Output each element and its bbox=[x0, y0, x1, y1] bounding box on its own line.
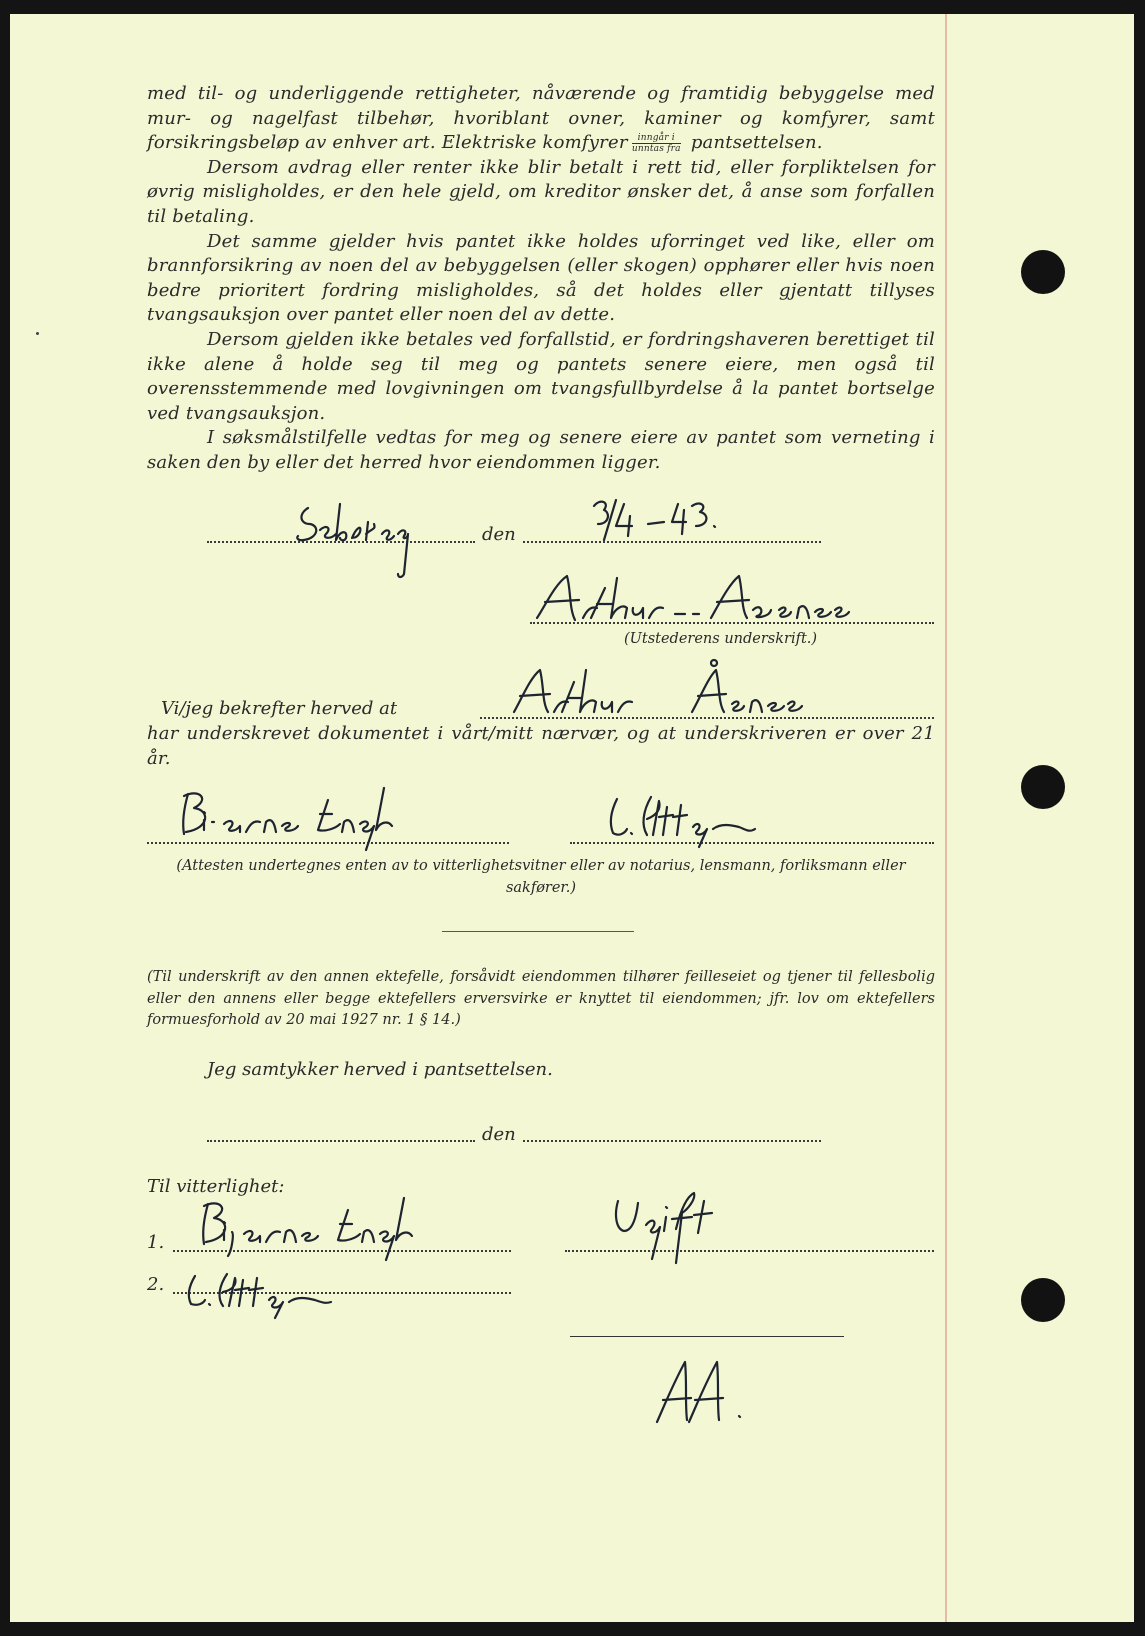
terms-text bbox=[147, 82, 935, 476]
spouse-note: (Til underskrift av den annen ektefelle, forsåvidt eiendommen tilhører feilleseiet og tjener til fellesbolig eller den annens eller begge ektefellers erversvirke er knyttet til eiendommen; jfr. lov om ektefellers formuesforhold av 20 mai 1927 nr. 1 § 14.) bbox=[147, 969, 935, 1028]
witness-1-signature bbox=[170, 784, 420, 854]
witness-1-handwriting bbox=[190, 1194, 440, 1264]
spouse-note-block bbox=[147, 967, 935, 1032]
issuer-signature bbox=[535, 570, 865, 630]
spouse-handwriting bbox=[610, 1189, 740, 1269]
witness-caption: (Attesten undertegnes enten av to vitterlighetsvitner eller av notarius, lensmann, forliksmann eller sakfører.) bbox=[176, 858, 906, 896]
witness-caption-block bbox=[147, 856, 935, 899]
den-label: den bbox=[482, 524, 516, 545]
speck bbox=[36, 332, 39, 335]
paragraph-default: Dersom avdrag eller renter ikke blir betalt i rett tid, eller forpliktelsen for øvrig misligholdes, er den hele gjeld, om kreditor ønsker det, å anse som forfallen til betaling. bbox=[147, 156, 935, 227]
terms-opening-text: med til- og underliggende rettigheter, nåværende og framtidig bebyggelse med mur- og nagelfast tilbehør, hvoriblant ovner, kaminer og komfyrer, samt forsikringsbeløp av enhver art. Elektriske komfyrer bbox=[147, 83, 935, 154]
confirm-line2: har underskrevet dokumentet i vårt/mitt nærvær, og at underskriveren er over 21 år. bbox=[147, 723, 935, 769]
initials-handwriting bbox=[655, 1354, 755, 1434]
fraction bbox=[632, 133, 681, 154]
punch-hole bbox=[1021, 250, 1065, 294]
punch-hole bbox=[1021, 1278, 1065, 1322]
terms-opening-end: pantsettelsen. bbox=[690, 132, 823, 154]
witness-number-2: 2. bbox=[147, 1274, 165, 1295]
section-divider bbox=[442, 931, 634, 932]
witness-2-signature bbox=[605, 789, 765, 849]
consent-date-line bbox=[523, 1140, 821, 1142]
confirm-label: Vi/jeg bekrefter herved at bbox=[161, 698, 398, 719]
punch-hole bbox=[1021, 765, 1065, 809]
paragraph-venue: I søksmålstilfelle vedtas for meg og senere eiere av pantet som verneting i saken den by eller det herred hvor eiendommen ligger. bbox=[147, 427, 935, 473]
witness-2-handwriting bbox=[185, 1272, 345, 1312]
fraction-top: inngår i bbox=[632, 133, 681, 144]
fraction-bottom: unntas fra bbox=[631, 143, 681, 154]
consent-text: Jeg samtykker herved i pantsettelsen. bbox=[207, 1059, 553, 1080]
place-handwriting bbox=[290, 494, 430, 584]
witness-number-1: 1. bbox=[147, 1232, 165, 1253]
issuer-caption: (Utstederens underskrift.) bbox=[624, 631, 818, 647]
date-handwriting bbox=[590, 496, 720, 546]
paragraph-maintenance: Det samme gjelder hvis pantet ikke holdes uforringet ved like, eller om brannforsikring av noen del av bebyggelsen (eller skogen) opphører eller hvis noen bedre prioritert fordring misligholdes, så det holdes eller gjentatt tillyses tvangsauksjon over pantet eller noen del av dette. bbox=[147, 230, 935, 326]
terms-opening bbox=[147, 82, 935, 156]
initials-rule bbox=[570, 1336, 844, 1337]
paragraph-enforcement: Dersom gjelden ikke betales ved forfallstid, er fordringshaveren berettiget til ikke alene å holde seg til meg og pantets senere eiere, men også til overensstemmende med lovgivningen om tvangsfullbyrdelse å la pantet bortselge ved tvangsauksjon. bbox=[147, 328, 935, 424]
witness-heading: Til vitterlighet: bbox=[147, 1176, 285, 1197]
consent-place-line bbox=[207, 1140, 475, 1142]
confirmed-name-handwriting bbox=[510, 664, 810, 720]
document-page bbox=[10, 14, 1134, 1622]
confirm-text bbox=[147, 722, 935, 771]
consent-den-label: den bbox=[482, 1124, 516, 1145]
margin-line bbox=[945, 14, 947, 1622]
